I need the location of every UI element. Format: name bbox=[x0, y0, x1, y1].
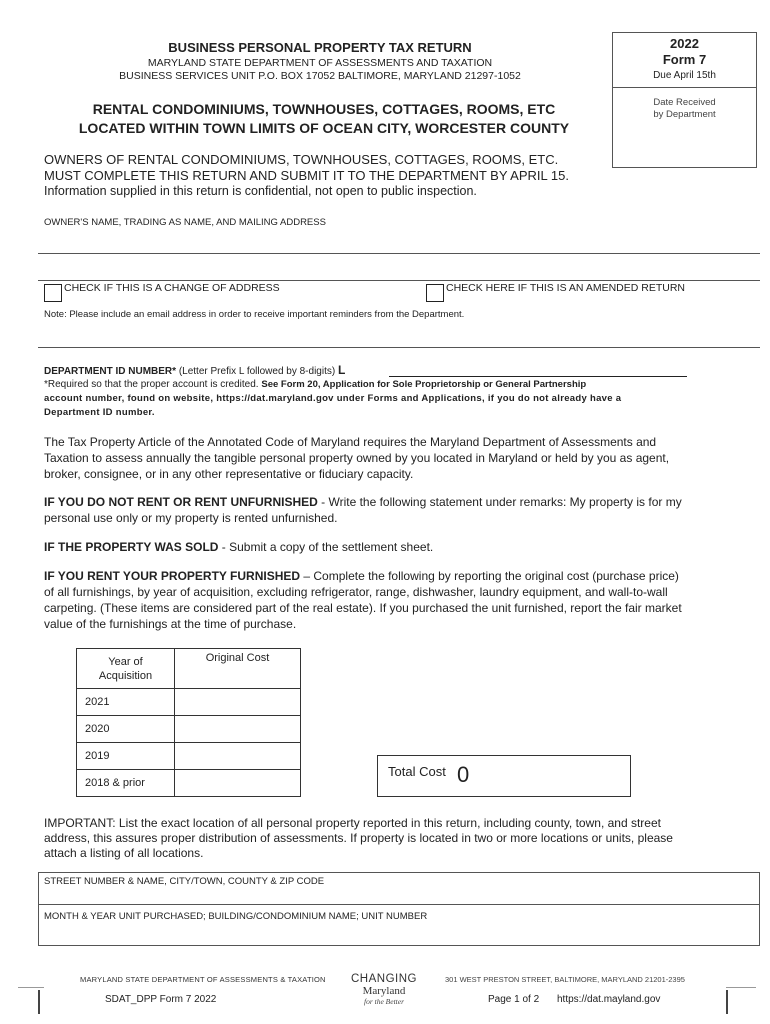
important-line-1: IMPORTANT: List the exact location of all personal property reported in this return, including county, town, and street bbox=[44, 816, 661, 830]
date-received-line-1: Date Received bbox=[653, 97, 716, 108]
cost-cell-2019[interactable] bbox=[175, 743, 301, 770]
cost-cell-2020[interactable] bbox=[175, 716, 301, 743]
footer-form-id: SDAT_DPP Form 7 2022 bbox=[105, 994, 217, 1005]
change-address-checkbox[interactable] bbox=[44, 284, 62, 302]
owner-label: OWNER'S NAME, TRADING AS NAME, AND MAILING ADDRESS bbox=[44, 217, 326, 228]
table-row bbox=[77, 770, 301, 797]
amended-return-label: CHECK HERE IF THIS IS AN AMENDED RETURN bbox=[446, 282, 686, 294]
year-cell: 2021 bbox=[77, 689, 175, 716]
dept-id-required-bold-1: See Form 20, Application for Sole Proprietorship or General Partnership bbox=[261, 379, 587, 390]
dept-id-required-bold-3: Department ID number. bbox=[44, 407, 155, 418]
dept-id-required-plain: *Required so that the proper account is credited. bbox=[44, 379, 262, 390]
form-title: BUSINESS PERSONAL PROPERTY TAX RETURN bbox=[168, 40, 472, 55]
dept-id-prefix: L bbox=[337, 363, 346, 377]
intro-line-3: Information supplied in this return is confidential, not open to public inspection. bbox=[44, 184, 477, 198]
intro-line-2: MUST COMPLETE THIS RETURN AND SUBMIT IT TO THE DEPARTMENT BY APRIL 15. bbox=[44, 168, 569, 183]
dept-id-row bbox=[44, 363, 345, 377]
dept-id-required-bold-2: account number, found on website, https://dat.maryland.gov under Forms and Applications, if you do not already have a bbox=[44, 393, 622, 404]
furnished-line-2: of all furnishings, by year of acquisition, excluding refrigerator, range, dishwasher, laundry equipment, and wall-to-wall bbox=[44, 585, 668, 599]
change-address-label: CHECK IF THIS IS A CHANGE OF ADDRESS bbox=[64, 282, 280, 294]
agency-name: MARYLAND STATE DEPARTMENT OF ASSESSMENTS AND TAXATION bbox=[147, 57, 493, 69]
not-rent-text-1: - Write the following statement under remarks: My property is for my bbox=[317, 495, 682, 509]
footer-bracket-right bbox=[726, 990, 728, 1014]
furnished-text-1: – Complete the following by reporting the original cost (purchase price) bbox=[300, 569, 679, 583]
furnished-line-1 bbox=[44, 568, 679, 584]
form-year: 2022 bbox=[670, 36, 699, 51]
table-row bbox=[77, 743, 301, 770]
year-cell: 2018 & prior bbox=[77, 770, 175, 797]
agency-address: BUSINESS SERVICES UNIT P.O. BOX 17052 BALTIMORE, MARYLAND 21297-1052 bbox=[119, 70, 521, 82]
owner-line-1 bbox=[38, 253, 760, 254]
footer-bracket-left bbox=[38, 990, 40, 1014]
subtitle-line-1: RENTAL CONDOMINIUMS, TOWNHOUSES, COTTAGES, ROOMS, ETC bbox=[92, 101, 556, 117]
dept-id-hint: (Letter Prefix L followed by 8-digits) bbox=[176, 366, 338, 377]
table-header-row bbox=[77, 649, 301, 689]
year-cell: 2020 bbox=[77, 716, 175, 743]
footer-page-number: Page 1 of 2 bbox=[488, 994, 540, 1005]
footer-logo-word-2: Maryland bbox=[362, 985, 406, 997]
total-cost-value: 0 bbox=[457, 762, 470, 787]
cost-cell-2021[interactable] bbox=[175, 689, 301, 716]
total-cost-label: Total Cost bbox=[388, 764, 446, 779]
footer-rule-right bbox=[726, 987, 756, 988]
due-date: Due April 15th bbox=[653, 70, 716, 81]
street-label: STREET NUMBER & NAME, CITY/TOWN, COUNTY & ZIP CODE bbox=[44, 876, 325, 887]
year-header-line-1: Year of bbox=[108, 655, 143, 668]
not-rent-heading: IF YOU DO NOT RENT OR RENT UNFURNISHED bbox=[44, 495, 318, 509]
intro-line-1: OWNERS OF RENTAL CONDOMINIUMS, TOWNHOUSES, COTTAGES, ROOMS, ETC. bbox=[44, 152, 559, 167]
dept-id-required bbox=[44, 379, 586, 390]
year-header-line-2: Acquisition bbox=[98, 669, 153, 682]
dept-id-label: DEPARTMENT ID NUMBER* bbox=[44, 366, 177, 377]
not-rent-line-2: personal use only or my property is rented unfurnished. bbox=[44, 511, 338, 525]
cost-cell-2018-prior[interactable] bbox=[175, 770, 301, 797]
subtitle-line-2: LOCATED WITHIN TOWN LIMITS OF OCEAN CITY, WORCESTER COUNTY bbox=[78, 120, 570, 136]
total-cost-box[interactable] bbox=[377, 755, 631, 797]
sold-heading: IF THE PROPERTY WAS SOLD bbox=[44, 540, 219, 554]
tax-article-line-3: broker, consignee, or in any other representative or fiduciary capacity. bbox=[44, 467, 414, 481]
form-number: Form 7 bbox=[662, 52, 707, 67]
email-line bbox=[38, 347, 760, 348]
year-cell: 2019 bbox=[77, 743, 175, 770]
form-info-box bbox=[612, 32, 757, 168]
cost-column-header: Original Cost bbox=[175, 649, 301, 689]
footer-website[interactable]: https://dat.mayland.gov bbox=[557, 994, 661, 1005]
footer-rule-left bbox=[18, 987, 44, 988]
location-divider bbox=[39, 904, 759, 905]
important-line-3: attach a listing of all locations. bbox=[44, 846, 204, 860]
furnished-heading: IF YOU RENT YOUR PROPERTY FURNISHED bbox=[44, 569, 301, 583]
form-box-divider bbox=[613, 87, 756, 88]
footer-logo-word-1: CHANGING bbox=[351, 973, 417, 985]
furnished-line-3: carpeting. (These items are considered part of the real estate). If you purchased the unit furnished, report the fair market bbox=[44, 601, 682, 615]
owner-line-2 bbox=[38, 280, 760, 281]
unit-label: MONTH & YEAR UNIT PURCHASED; BUILDING/CONDOMINIUM NAME; UNIT NUMBER bbox=[44, 911, 428, 922]
table-row bbox=[77, 689, 301, 716]
footer-agency: MARYLAND STATE DEPARTMENT OF ASSESSMENTS & TAXATION bbox=[80, 975, 326, 984]
footer-address: 301 WEST PRESTON STREET, BALTIMORE, MARYLAND 21201-2395 bbox=[445, 975, 685, 984]
table-row bbox=[77, 716, 301, 743]
date-received-line-2: by Department bbox=[653, 109, 716, 120]
email-note: Note: Please include an email address in order to receive important reminders from the Department. bbox=[44, 309, 465, 320]
location-box bbox=[38, 872, 760, 946]
year-column-header bbox=[77, 649, 175, 689]
tax-article-line-1: The Tax Property Article of the Annotated Code of Maryland requires the Maryland Department of Assessments and bbox=[44, 435, 657, 449]
furnished-line-4: value of the furnishings at the time of purchase. bbox=[44, 617, 297, 631]
not-rent-line-1 bbox=[44, 494, 682, 510]
footer-logo-word-3: for the Better bbox=[364, 997, 404, 1006]
sold-text: - Submit a copy of the settlement sheet. bbox=[218, 540, 434, 554]
amended-return-checkbox[interactable] bbox=[426, 284, 444, 302]
sold-line bbox=[44, 539, 433, 555]
important-line-2: address, this assures proper distribution of assessments. If property is located in two or more locations or units, please bbox=[44, 831, 673, 845]
tax-article-line-2: Taxation to assess annually the tangible personal property owned by you located in Maryland or held by you as agent, bbox=[44, 451, 670, 465]
acquisition-table bbox=[76, 648, 301, 797]
dept-id-input-line[interactable] bbox=[389, 376, 687, 377]
